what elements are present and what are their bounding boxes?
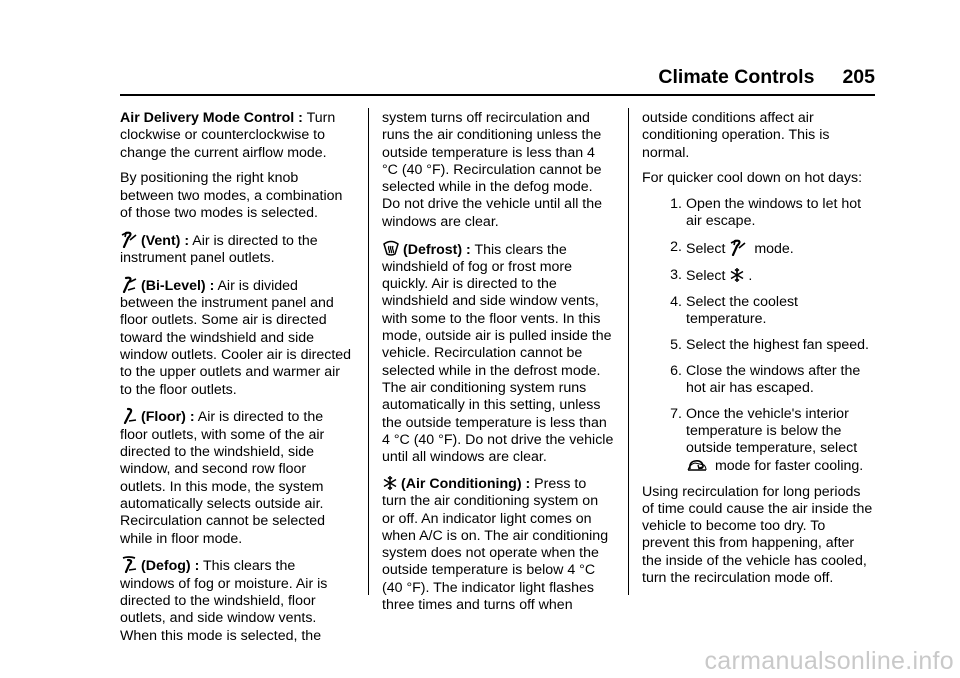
vent-paragraph: (Vent) : Air is directed to the instrument panel outlets.: [120, 232, 318, 267]
quick-cool-intro: For quicker cool down on hot days:: [642, 170, 863, 187]
section-title: Climate Controls: [658, 66, 815, 88]
list-item: 2. Select mode.: [670, 239, 794, 258]
defog-paragraph: (Defog) : This clears the windows of fog or moisture. Air is directed to the windshield, floor outlets, and side window vents. When this mode is selected, the: [120, 558, 328, 644]
bilevel-paragraph: (Bi-Level) : Air is divided between the instrument panel and floor outlets. Some air is directed toward the windshield and side window outlets. Cooler air is directed to the upper outlets and warmer air to the floor outlets.: [120, 277, 352, 398]
column-1: [120, 110, 352, 653]
list-item: 5. Select the highest fan speed.: [670, 336, 869, 353]
list-item: 6. Close the windows after the hot air has escaped.: [670, 362, 861, 397]
defrost-mode-icon: [382, 240, 400, 257]
floor-paragraph: (Floor) : Air is directed to the floor outlets, with some of the air directed to the windshield, side window, and second row floor outlets. In this mode, the system automatically selects outside air. Recirculation cannot be selected while in floor mode.: [120, 409, 326, 547]
recirculation-paragraph: Using recirculation for long periods of time could cause the air inside the vehicle to become too dry. To prevent this from happening, after the inside of the vehicle has cooled, turn the recirculation mode off.: [642, 483, 873, 587]
quick-cool-steps: [642, 196, 874, 475]
column-divider-2: [628, 108, 629, 595]
list-item: 3. Select .: [670, 267, 753, 285]
column-divider-1: [368, 108, 369, 595]
air-conditioning-snowflake-icon: [729, 267, 745, 283]
air-conditioning-paragraph: (Air Conditioning) : Press to turn the air conditioning system on or off. An indicator light comes on when A/C is on. The air conditioning system does not operate when the outside temperature is below 4 °C (40 °F). The indicator light flashes three times and turns off when: [382, 475, 609, 614]
defog-mode-icon: [120, 556, 138, 573]
list-item: 4. Select the coolest temperature.: [670, 293, 798, 328]
column-3: [642, 110, 874, 596]
defog-continued-paragraph: system turns off recirculation and runs the air conditioning unless the outside temperature is less than 4 °C (40 °F). Recirculation cannot be selected while in the defog mode. Do not drive the vehicle until all the windows are clear.: [382, 110, 603, 230]
air-conditioning-snowflake-icon: [382, 475, 398, 491]
bilevel-mode-icon: [120, 276, 138, 293]
positioning-paragraph: By positioning the right knob between two modes, a combination of those two modes is selected.: [120, 170, 343, 221]
vent-mode-icon: [120, 231, 138, 248]
header-rule: [120, 94, 875, 96]
ac-continued-paragraph: outside conditions affect air conditioning operation. This is normal.: [642, 110, 830, 161]
list-item: 7. Once the vehicle's interior temperature is below the outside temperature, select mode for faster cooling.: [670, 405, 864, 474]
list-item: 1. Open the windows to let hot air escape.: [670, 196, 862, 230]
page-number: 205: [842, 66, 875, 88]
floor-mode-icon: [120, 407, 138, 424]
mode-control-heading: Air Delivery Mode Control :: [120, 110, 303, 126]
vent-mode-icon: [729, 239, 747, 256]
watermark: carmanualsonline.info: [704, 647, 954, 675]
recirculation-icon: [686, 459, 708, 473]
defrost-paragraph: (Defrost) : This clears the windshield of fog or frost more quickly. Air is directed to the windshield and side window vents, with some to the floor vents. In this mode, outside air is pulled inside the vehicle. Recirculation cannot be selected while in the defrost mode. The air conditioning system runs automatically in this setting, unless the outside temperature is less than 4 °C (40 °F). Do not drive the vehicle until all windows are clear.: [382, 241, 614, 466]
page-header: [0, 66, 875, 89]
mode-control-paragraph: Air Delivery Mode Control : Turn clockwise or counterclockwise to change the current airflow mode.: [120, 110, 336, 161]
column-2: [382, 110, 614, 623]
